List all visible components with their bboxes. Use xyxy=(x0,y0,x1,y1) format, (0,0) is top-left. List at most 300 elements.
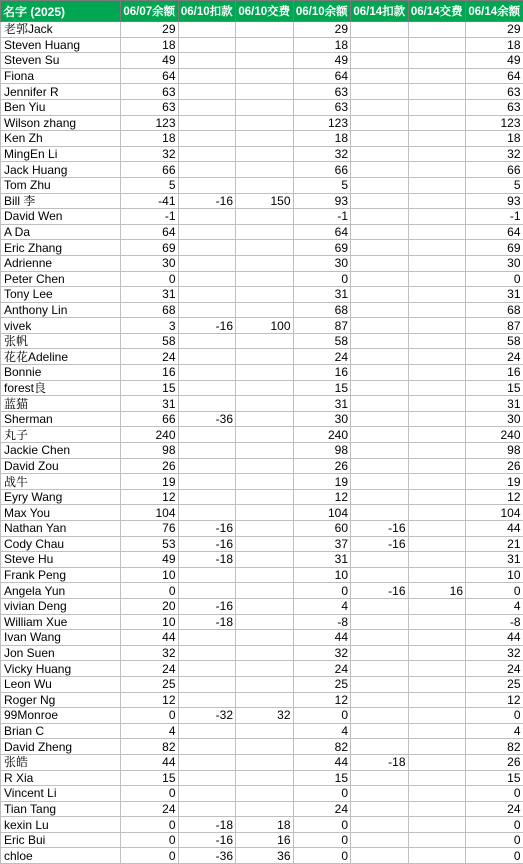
name-cell[interactable]: forest良 xyxy=(1,380,121,396)
payment-0614-cell[interactable] xyxy=(408,474,466,490)
balance-0607-cell[interactable]: 82 xyxy=(121,739,179,755)
charge-0610-cell[interactable] xyxy=(178,99,236,115)
charge-0614-cell[interactable] xyxy=(351,708,409,724)
balance-0614-cell[interactable]: 66 xyxy=(466,162,523,178)
charge-0610-cell[interactable] xyxy=(178,380,236,396)
name-cell[interactable]: vivian Deng xyxy=(1,598,121,614)
balance-0610-cell[interactable]: -1 xyxy=(293,209,351,225)
balance-0614-cell[interactable]: 15 xyxy=(466,770,523,786)
payment-0610-cell[interactable] xyxy=(236,505,294,521)
charge-0610-cell[interactable] xyxy=(178,84,236,100)
balance-0610-cell[interactable]: 25 xyxy=(293,676,351,692)
charge-0610-cell[interactable] xyxy=(178,786,236,802)
balance-0610-header[interactable]: 06/10余额 xyxy=(293,1,351,22)
payment-0610-cell[interactable] xyxy=(236,723,294,739)
balance-0610-cell[interactable]: 24 xyxy=(293,349,351,365)
balance-0614-cell[interactable]: 93 xyxy=(466,193,523,209)
name-cell[interactable]: Brian C xyxy=(1,723,121,739)
balance-0610-cell[interactable]: 64 xyxy=(293,68,351,84)
balance-0607-cell[interactable]: 98 xyxy=(121,443,179,459)
charge-0614-cell[interactable] xyxy=(351,146,409,162)
charge-0614-cell[interactable] xyxy=(351,645,409,661)
charge-0614-cell[interactable]: -16 xyxy=(351,536,409,552)
payment-0610-header[interactable]: 06/10交费 xyxy=(236,1,294,22)
payment-0610-cell[interactable] xyxy=(236,365,294,381)
charge-0614-cell[interactable] xyxy=(351,115,409,131)
balance-0610-cell[interactable]: 0 xyxy=(293,708,351,724)
balance-0610-cell[interactable]: 37 xyxy=(293,536,351,552)
balance-0610-cell[interactable]: 32 xyxy=(293,146,351,162)
balance-0607-cell[interactable]: 24 xyxy=(121,661,179,677)
charge-0610-cell[interactable]: -18 xyxy=(178,552,236,568)
balance-0614-cell[interactable]: 24 xyxy=(466,801,523,817)
balance-0614-cell[interactable]: 0 xyxy=(466,848,523,864)
balance-0610-cell[interactable]: 0 xyxy=(293,848,351,864)
payment-0614-cell[interactable] xyxy=(408,692,466,708)
balance-0614-cell[interactable]: 30 xyxy=(466,411,523,427)
balance-0610-cell[interactable]: 63 xyxy=(293,84,351,100)
balance-0610-cell[interactable]: 63 xyxy=(293,99,351,115)
charge-0614-cell[interactable] xyxy=(351,396,409,412)
payment-0610-cell[interactable] xyxy=(236,474,294,490)
payment-0614-cell[interactable] xyxy=(408,131,466,147)
balance-0610-cell[interactable]: 69 xyxy=(293,240,351,256)
balance-0614-cell[interactable]: 32 xyxy=(466,146,523,162)
balance-0607-cell[interactable]: 64 xyxy=(121,68,179,84)
balance-0607-cell[interactable]: 15 xyxy=(121,770,179,786)
charge-0614-cell[interactable] xyxy=(351,380,409,396)
balance-0607-cell[interactable]: 0 xyxy=(121,708,179,724)
charge-0614-cell[interactable] xyxy=(351,302,409,318)
balance-0614-cell[interactable]: 0 xyxy=(466,583,523,599)
payment-0610-cell[interactable]: 16 xyxy=(236,832,294,848)
charge-0614-cell[interactable] xyxy=(351,817,409,833)
charge-0610-cell[interactable]: -18 xyxy=(178,817,236,833)
balance-0610-cell[interactable]: 64 xyxy=(293,224,351,240)
name-cell[interactable]: Ivan Wang xyxy=(1,630,121,646)
charge-0614-header[interactable]: 06/14扣款 xyxy=(351,1,409,22)
balance-0610-cell[interactable]: 31 xyxy=(293,396,351,412)
name-cell[interactable]: Adrienne xyxy=(1,255,121,271)
payment-0614-cell[interactable] xyxy=(408,318,466,334)
balance-0610-cell[interactable]: 87 xyxy=(293,318,351,334)
payment-0610-cell[interactable] xyxy=(236,177,294,193)
name-cell[interactable]: Bonnie xyxy=(1,365,121,381)
charge-0610-cell[interactable] xyxy=(178,37,236,53)
charge-0610-cell[interactable] xyxy=(178,567,236,583)
charge-0614-cell[interactable] xyxy=(351,801,409,817)
payment-0614-cell[interactable] xyxy=(408,255,466,271)
charge-0610-cell[interactable]: -16 xyxy=(178,536,236,552)
balance-0610-cell[interactable]: 0 xyxy=(293,786,351,802)
name-cell[interactable]: Steve Hu xyxy=(1,552,121,568)
balance-0614-cell[interactable]: 15 xyxy=(466,380,523,396)
balance-0607-cell[interactable]: 240 xyxy=(121,427,179,443)
charge-0610-cell[interactable] xyxy=(178,68,236,84)
balance-0610-cell[interactable]: 44 xyxy=(293,754,351,770)
name-cell[interactable]: Vicky Huang xyxy=(1,661,121,677)
charge-0614-cell[interactable] xyxy=(351,443,409,459)
charge-0614-cell[interactable]: -18 xyxy=(351,754,409,770)
balance-0614-cell[interactable]: 12 xyxy=(466,692,523,708)
balance-0607-cell[interactable]: 66 xyxy=(121,162,179,178)
balance-0610-cell[interactable]: 31 xyxy=(293,287,351,303)
balance-0607-cell[interactable]: 12 xyxy=(121,489,179,505)
charge-0614-cell[interactable] xyxy=(351,552,409,568)
balance-0607-cell[interactable]: 44 xyxy=(121,754,179,770)
payment-0610-cell[interactable] xyxy=(236,271,294,287)
charge-0610-cell[interactable] xyxy=(178,676,236,692)
payment-0614-cell[interactable] xyxy=(408,443,466,459)
balance-0607-cell[interactable]: 19 xyxy=(121,474,179,490)
name-cell[interactable]: David Zou xyxy=(1,458,121,474)
payment-0614-cell[interactable] xyxy=(408,396,466,412)
payment-0610-cell[interactable]: 100 xyxy=(236,318,294,334)
balance-0614-cell[interactable]: 44 xyxy=(466,521,523,537)
payment-0610-cell[interactable] xyxy=(236,22,294,38)
balance-0607-cell[interactable]: 0 xyxy=(121,786,179,802)
charge-0610-cell[interactable]: -16 xyxy=(178,832,236,848)
balance-0614-cell[interactable]: 26 xyxy=(466,458,523,474)
balance-0614-cell[interactable]: 0 xyxy=(466,817,523,833)
payment-0614-cell[interactable] xyxy=(408,365,466,381)
payment-0614-cell[interactable] xyxy=(408,676,466,692)
balance-0607-cell[interactable]: 0 xyxy=(121,583,179,599)
charge-0610-cell[interactable]: -18 xyxy=(178,614,236,630)
balance-0610-cell[interactable]: 31 xyxy=(293,552,351,568)
payment-0610-cell[interactable] xyxy=(236,661,294,677)
payment-0614-cell[interactable] xyxy=(408,754,466,770)
charge-0614-cell[interactable] xyxy=(351,676,409,692)
name-cell[interactable]: 张帆 xyxy=(1,333,121,349)
payment-0614-cell[interactable] xyxy=(408,333,466,349)
charge-0610-cell[interactable] xyxy=(178,692,236,708)
balance-0614-cell[interactable]: 0 xyxy=(466,786,523,802)
charge-0610-cell[interactable] xyxy=(178,240,236,256)
charge-0610-cell[interactable] xyxy=(178,162,236,178)
payment-0610-cell[interactable] xyxy=(236,458,294,474)
charge-0610-cell[interactable] xyxy=(178,287,236,303)
charge-0614-cell[interactable] xyxy=(351,614,409,630)
charge-0610-cell[interactable]: -36 xyxy=(178,411,236,427)
payment-0610-cell[interactable] xyxy=(236,692,294,708)
name-cell[interactable]: 花花Adeline xyxy=(1,349,121,365)
payment-0610-cell[interactable] xyxy=(236,131,294,147)
payment-0614-cell[interactable]: 16 xyxy=(408,583,466,599)
balance-0610-cell[interactable]: 66 xyxy=(293,162,351,178)
name-cell[interactable]: Sherman xyxy=(1,411,121,427)
balance-0607-cell[interactable]: 69 xyxy=(121,240,179,256)
payment-0610-cell[interactable] xyxy=(236,645,294,661)
charge-0610-cell[interactable]: -36 xyxy=(178,848,236,864)
charge-0610-cell[interactable] xyxy=(178,131,236,147)
payment-0614-cell[interactable] xyxy=(408,786,466,802)
payment-0610-cell[interactable] xyxy=(236,349,294,365)
balance-0610-cell[interactable]: 58 xyxy=(293,333,351,349)
payment-0610-cell[interactable] xyxy=(236,68,294,84)
balance-0610-cell[interactable]: -8 xyxy=(293,614,351,630)
balance-0614-cell[interactable]: 5 xyxy=(466,177,523,193)
balance-0607-cell[interactable]: 18 xyxy=(121,131,179,147)
balance-0614-header[interactable]: 06/14余额 xyxy=(466,1,523,22)
name-cell[interactable]: 蓝猫 xyxy=(1,396,121,412)
payment-0614-cell[interactable] xyxy=(408,723,466,739)
charge-0614-cell[interactable] xyxy=(351,661,409,677)
charge-0610-cell[interactable] xyxy=(178,739,236,755)
balance-0614-cell[interactable]: 0 xyxy=(466,708,523,724)
payment-0610-cell[interactable] xyxy=(236,146,294,162)
charge-0610-cell[interactable] xyxy=(178,209,236,225)
balance-0607-cell[interactable]: 0 xyxy=(121,848,179,864)
charge-0610-cell[interactable] xyxy=(178,255,236,271)
charge-0614-cell[interactable] xyxy=(351,427,409,443)
payment-0614-cell[interactable] xyxy=(408,614,466,630)
name-cell[interactable]: Leon Wu xyxy=(1,676,121,692)
payment-0614-cell[interactable] xyxy=(408,458,466,474)
balance-0607-cell[interactable]: 24 xyxy=(121,801,179,817)
charge-0614-cell[interactable] xyxy=(351,739,409,755)
name-cell[interactable]: 张皓 xyxy=(1,754,121,770)
balance-0614-cell[interactable]: 31 xyxy=(466,552,523,568)
balance-0614-cell[interactable]: 69 xyxy=(466,240,523,256)
balance-0614-cell[interactable]: 25 xyxy=(466,676,523,692)
payment-0610-cell[interactable] xyxy=(236,786,294,802)
charge-0614-cell[interactable] xyxy=(351,692,409,708)
balance-0607-cell[interactable]: 0 xyxy=(121,832,179,848)
name-header[interactable]: 名字 (2025) xyxy=(1,1,121,22)
name-cell[interactable]: Roger Ng xyxy=(1,692,121,708)
name-cell[interactable]: Eyry Wang xyxy=(1,489,121,505)
name-cell[interactable]: Ken Zh xyxy=(1,131,121,147)
charge-0610-cell[interactable] xyxy=(178,661,236,677)
balance-0607-cell[interactable]: 4 xyxy=(121,723,179,739)
payment-0610-cell[interactable] xyxy=(236,583,294,599)
charge-0614-cell[interactable] xyxy=(351,365,409,381)
payment-0614-cell[interactable] xyxy=(408,708,466,724)
name-cell[interactable]: kexin Lu xyxy=(1,817,121,833)
charge-0614-cell[interactable] xyxy=(351,37,409,53)
name-cell[interactable]: Cody Chau xyxy=(1,536,121,552)
balance-0614-cell[interactable]: 44 xyxy=(466,630,523,646)
balance-0607-cell[interactable]: 58 xyxy=(121,333,179,349)
payment-0614-cell[interactable] xyxy=(408,224,466,240)
name-cell[interactable]: Vincent Li xyxy=(1,786,121,802)
charge-0614-cell[interactable] xyxy=(351,287,409,303)
payment-0610-cell[interactable] xyxy=(236,536,294,552)
name-cell[interactable]: Tian Tang xyxy=(1,801,121,817)
balance-0607-cell[interactable]: 18 xyxy=(121,37,179,53)
payment-0610-cell[interactable] xyxy=(236,676,294,692)
charge-0610-cell[interactable] xyxy=(178,333,236,349)
payment-0610-cell[interactable] xyxy=(236,521,294,537)
charge-0610-cell[interactable] xyxy=(178,115,236,131)
balance-0607-cell[interactable]: -41 xyxy=(121,193,179,209)
balance-0607-cell[interactable]: 25 xyxy=(121,676,179,692)
charge-0610-cell[interactable]: -16 xyxy=(178,318,236,334)
charge-0614-cell[interactable] xyxy=(351,848,409,864)
payment-0610-cell[interactable] xyxy=(236,302,294,318)
name-cell[interactable]: chloe xyxy=(1,848,121,864)
name-cell[interactable]: Max You xyxy=(1,505,121,521)
balance-0610-cell[interactable]: 82 xyxy=(293,739,351,755)
payment-0610-cell[interactable]: 32 xyxy=(236,708,294,724)
name-cell[interactable]: Ben Yiu xyxy=(1,99,121,115)
payment-0614-cell[interactable] xyxy=(408,489,466,505)
name-cell[interactable]: Wilson zhang xyxy=(1,115,121,131)
balance-0610-cell[interactable]: 104 xyxy=(293,505,351,521)
charge-0610-header[interactable]: 06/10扣款 xyxy=(178,1,236,22)
name-cell[interactable]: A Da xyxy=(1,224,121,240)
payment-0610-cell[interactable] xyxy=(236,240,294,256)
payment-0614-cell[interactable] xyxy=(408,177,466,193)
charge-0614-cell[interactable] xyxy=(351,770,409,786)
balance-0607-cell[interactable]: 10 xyxy=(121,567,179,583)
charge-0614-cell[interactable] xyxy=(351,505,409,521)
balance-0607-cell[interactable]: 64 xyxy=(121,224,179,240)
charge-0610-cell[interactable] xyxy=(178,22,236,38)
balance-0610-cell[interactable]: 44 xyxy=(293,630,351,646)
charge-0614-cell[interactable] xyxy=(351,832,409,848)
balance-0614-cell[interactable]: 24 xyxy=(466,661,523,677)
balance-0614-cell[interactable]: 31 xyxy=(466,287,523,303)
balance-0614-cell[interactable]: 31 xyxy=(466,396,523,412)
balance-0607-cell[interactable]: 66 xyxy=(121,411,179,427)
balance-0607-cell[interactable]: 10 xyxy=(121,614,179,630)
payment-0614-cell[interactable] xyxy=(408,349,466,365)
charge-0614-cell[interactable] xyxy=(351,723,409,739)
payment-0610-cell[interactable]: 36 xyxy=(236,848,294,864)
balance-0607-cell[interactable]: 12 xyxy=(121,692,179,708)
payment-0614-cell[interactable] xyxy=(408,193,466,209)
payment-0614-cell[interactable] xyxy=(408,645,466,661)
charge-0610-cell[interactable] xyxy=(178,177,236,193)
balance-0607-cell[interactable]: 49 xyxy=(121,53,179,69)
balance-0610-cell[interactable]: 240 xyxy=(293,427,351,443)
payment-0610-cell[interactable] xyxy=(236,209,294,225)
balance-0610-cell[interactable]: 18 xyxy=(293,131,351,147)
payment-0610-cell[interactable] xyxy=(236,37,294,53)
balance-0610-cell[interactable]: 18 xyxy=(293,37,351,53)
balance-0610-cell[interactable]: 98 xyxy=(293,443,351,459)
charge-0614-cell[interactable] xyxy=(351,458,409,474)
charge-0614-cell[interactable] xyxy=(351,22,409,38)
charge-0614-cell[interactable] xyxy=(351,68,409,84)
name-cell[interactable]: R Xia xyxy=(1,770,121,786)
balance-0614-cell[interactable]: 63 xyxy=(466,99,523,115)
payment-0610-cell[interactable] xyxy=(236,396,294,412)
payment-0614-cell[interactable] xyxy=(408,68,466,84)
balance-0607-cell[interactable]: 104 xyxy=(121,505,179,521)
payment-0614-cell[interactable] xyxy=(408,22,466,38)
payment-0614-cell[interactable] xyxy=(408,146,466,162)
balance-0607-cell[interactable]: 32 xyxy=(121,645,179,661)
payment-0610-cell[interactable] xyxy=(236,333,294,349)
charge-0610-cell[interactable] xyxy=(178,271,236,287)
payment-0610-cell[interactable] xyxy=(236,754,294,770)
balance-0607-cell[interactable]: 3 xyxy=(121,318,179,334)
charge-0614-cell[interactable] xyxy=(351,411,409,427)
charge-0614-cell[interactable] xyxy=(351,193,409,209)
balance-0607-cell[interactable]: 123 xyxy=(121,115,179,131)
charge-0614-cell[interactable] xyxy=(351,131,409,147)
balance-0610-cell[interactable]: 49 xyxy=(293,53,351,69)
payment-0614-cell[interactable] xyxy=(408,209,466,225)
balance-0610-cell[interactable]: 10 xyxy=(293,567,351,583)
balance-0610-cell[interactable]: 29 xyxy=(293,22,351,38)
balance-0607-header[interactable]: 06/07余额 xyxy=(121,1,179,22)
name-cell[interactable]: vivek xyxy=(1,318,121,334)
charge-0614-cell[interactable] xyxy=(351,84,409,100)
balance-0607-cell[interactable]: 76 xyxy=(121,521,179,537)
charge-0610-cell[interactable] xyxy=(178,630,236,646)
name-cell[interactable]: Bill 李 xyxy=(1,193,121,209)
balance-0610-cell[interactable]: 30 xyxy=(293,255,351,271)
charge-0614-cell[interactable] xyxy=(351,474,409,490)
payment-0614-cell[interactable] xyxy=(408,162,466,178)
payment-0614-cell[interactable] xyxy=(408,505,466,521)
payment-0614-cell[interactable] xyxy=(408,536,466,552)
name-cell[interactable]: Eric Zhang xyxy=(1,240,121,256)
name-cell[interactable]: 99Monroe xyxy=(1,708,121,724)
balance-0614-cell[interactable]: 98 xyxy=(466,443,523,459)
payment-0610-cell[interactable] xyxy=(236,84,294,100)
payment-0610-cell[interactable] xyxy=(236,53,294,69)
payment-0614-cell[interactable] xyxy=(408,287,466,303)
payment-0610-cell[interactable] xyxy=(236,99,294,115)
payment-0614-cell[interactable] xyxy=(408,552,466,568)
balance-0607-cell[interactable]: 30 xyxy=(121,255,179,271)
payment-0610-cell[interactable] xyxy=(236,598,294,614)
payment-0614-cell[interactable] xyxy=(408,817,466,833)
payment-0614-cell[interactable] xyxy=(408,240,466,256)
name-cell[interactable]: David Wen xyxy=(1,209,121,225)
charge-0610-cell[interactable] xyxy=(178,427,236,443)
balance-0607-cell[interactable]: 49 xyxy=(121,552,179,568)
balance-0614-cell[interactable]: 32 xyxy=(466,645,523,661)
payment-0610-cell[interactable] xyxy=(236,489,294,505)
name-cell[interactable]: Jackie Chen xyxy=(1,443,121,459)
balance-0610-cell[interactable]: 5 xyxy=(293,177,351,193)
balance-0607-cell[interactable]: 5 xyxy=(121,177,179,193)
balance-0614-cell[interactable]: 29 xyxy=(466,22,523,38)
charge-0614-cell[interactable] xyxy=(351,349,409,365)
payment-0610-cell[interactable] xyxy=(236,739,294,755)
payment-0610-cell[interactable] xyxy=(236,287,294,303)
name-cell[interactable]: Steven Su xyxy=(1,53,121,69)
balance-0610-cell[interactable]: 24 xyxy=(293,801,351,817)
balance-0610-cell[interactable]: 93 xyxy=(293,193,351,209)
balance-0614-cell[interactable]: 4 xyxy=(466,598,523,614)
balance-0614-cell[interactable]: 0 xyxy=(466,832,523,848)
charge-0610-cell[interactable] xyxy=(178,365,236,381)
charge-0610-cell[interactable]: -16 xyxy=(178,598,236,614)
payment-0614-cell[interactable] xyxy=(408,521,466,537)
balance-0614-cell[interactable]: 21 xyxy=(466,536,523,552)
balance-0610-cell[interactable]: 60 xyxy=(293,521,351,537)
balance-0610-cell[interactable]: 123 xyxy=(293,115,351,131)
charge-0614-cell[interactable]: -16 xyxy=(351,583,409,599)
payment-0614-cell[interactable] xyxy=(408,302,466,318)
balance-0614-cell[interactable]: 64 xyxy=(466,68,523,84)
charge-0614-cell[interactable] xyxy=(351,240,409,256)
balance-0607-cell[interactable]: 0 xyxy=(121,817,179,833)
balance-0607-cell[interactable]: 26 xyxy=(121,458,179,474)
payment-0610-cell[interactable] xyxy=(236,162,294,178)
charge-0610-cell[interactable] xyxy=(178,349,236,365)
charge-0610-cell[interactable] xyxy=(178,53,236,69)
payment-0614-cell[interactable] xyxy=(408,99,466,115)
balance-0610-cell[interactable]: 15 xyxy=(293,380,351,396)
